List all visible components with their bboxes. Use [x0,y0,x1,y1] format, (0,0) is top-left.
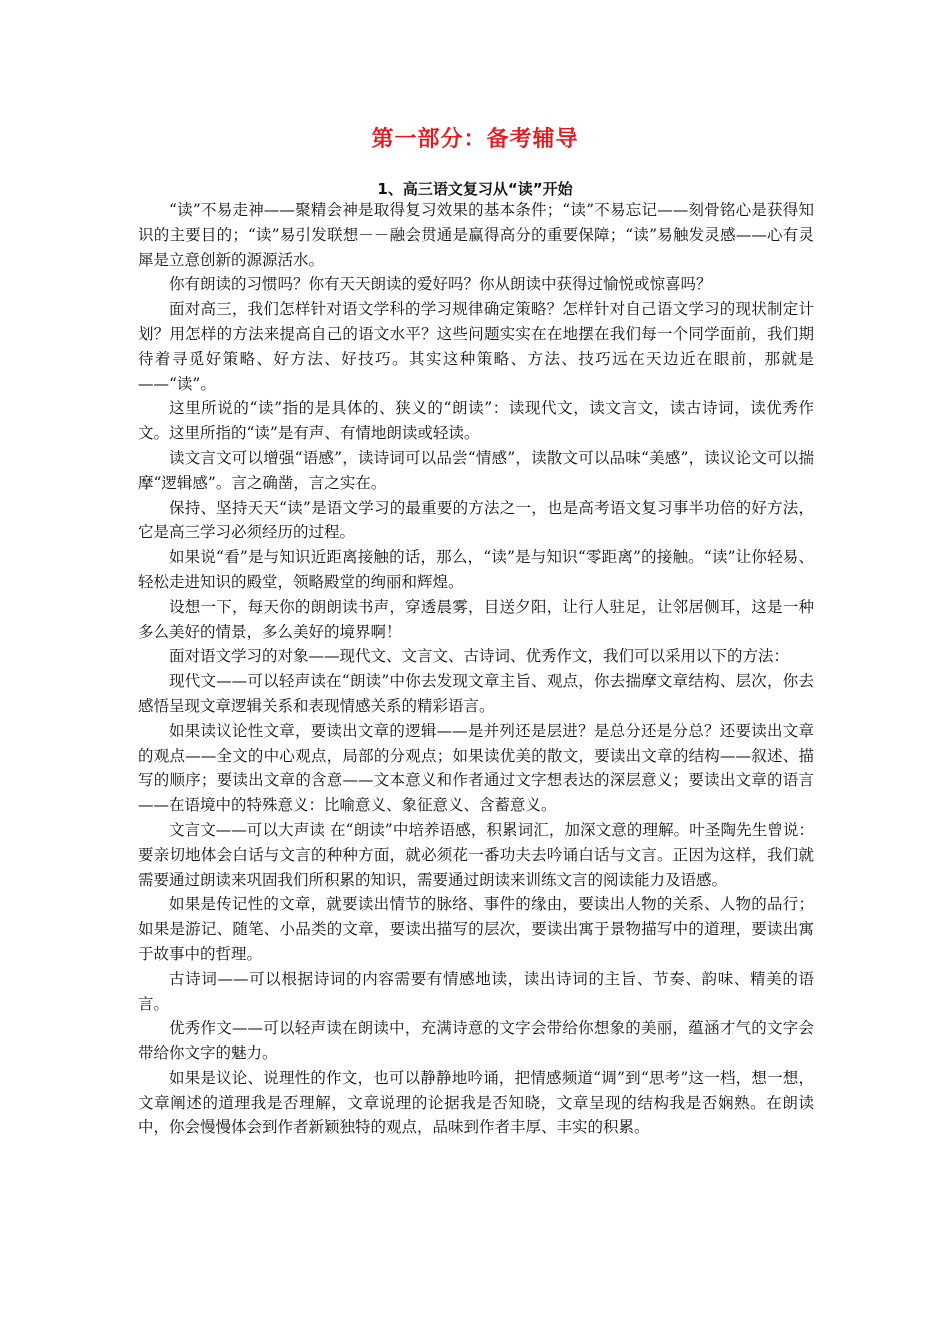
paragraph: 如果读议论性文章，要读出文章的逻辑——是并列还是层进？是总分还是分总？还要读出文章的观点——全文的中心观点，局部的分观点；如果读优美的散文，要读出文章的结构——叙述、描写的顺序；要读出文章的含意——文本意义和作者通过文字想表达的深层意义；要读出文章的语言——在语境中的特殊意义：比喻意义、象征意义、含蓄意义。 [138,721,814,815]
paragraph: 古诗词——可以根据诗词的内容需要有情感地读，读出诗词的主旨、节奏、韵味、精美的语言。 [138,969,814,1013]
paragraph: 文言文——可以大声读 在“朗读”中培养语感，积累词汇，加深文意的理解。叶圣陶先生曾说：要亲切地体会白话与文言的种种方面，就必须花一番功夫去吟诵白话与文言。正因为这样，我们就需要通过朗读来巩固我们所积累的知识，需要通过朗读来训练文言的阅读能力及语感。 [138,820,814,889]
paragraph: 如果是传记性的文章，就要读出情节的脉络、事件的缘由，要读出人物的关系、人物的品行；如果是游记、随笔、小品类的文章，要读出描写的层次，要读出寓于景物描写中的道理，要读出寓于故事中的哲理。 [138,895,814,963]
paragraph: 面对语文学习的对象——现代文、文言文、古诗词、优秀作文，我们可以采用以下的方法： [169,647,790,666]
paragraph: 优秀作文——可以轻声读在朗读中，充满诗意的文字会带给你想象的美丽，蕴涵才气的文字会带给你文字的魅力。 [138,1019,814,1063]
paragraph: 如果说“看”是与知识近距离接触的话，那么，“读”是与知识“零距离”的接触。“读”让你轻易、轻松走进知识的殿堂，领略殿堂的绚丽和辉煌。 [138,548,814,591]
section-title: 1、高三语文复习从“读”开始 [377,180,573,198]
paragraph: 这里所说的“读”指的是具体的、狭义的“朗读”：读现代文，读文言文，读古诗词，读优秀作文。这里所指的“读”是有声、有情地朗读或轻读。 [138,399,814,443]
paragraph: 如果是议论、说理性的作文，也可以静静地吟诵，把情感频道“调”到“思考”这一档，想一想，文章阐述的道理我是否理解，文章说理的论据我是否知晓，文章呈现的结构我是否娴熟。在朗读中，你会慢慢体会到作者新颖独特的观点，品味到作者丰厚、丰实的积累。 [138,1068,814,1137]
document-body [138,198,814,1140]
paragraph: 现代文——可以轻声读在“朗读”中你去发现文章主旨、观点，你去揣摩文章结构、层次，你去感悟呈现文章逻辑关系和表现情感关系的精彩语言。 [138,672,814,715]
paragraph: 读文言文可以增强“语感”，读诗词可以品尝“情感”，读散文可以品味“美感”，读议论文可以揣摩“逻辑感”。言之确凿，言之实在。 [138,448,814,492]
page-title: 第一部分：备考辅导 [371,127,579,152]
paragraph: 设想一下，每天你的朗朗读书声，穿透晨雾，目送夕阳，让行人驻足，让邻居侧耳，这是一种多么美好的情景，多么美好的境界啊！ [138,597,814,641]
paragraph: 面对高三，我们怎样针对语文学科的学习规律确定策略？怎样针对自己语文学习的现状制定计划？用怎样的方法来提高自己的语文水平？这些问题实实在在地摆在我们每一个同学面前，我们期待着寻觅好策略、好方法、好技巧。其实这种策略、方法、技巧远在天边近在眼前，那就是——“读”。 [138,300,814,393]
paragraph: “读”不易走神——聚精会神是取得复习效果的基本条件；“读”不易忘记——刻骨铭心是获得知识的主要目的；“读”易引发联想－－融会贯通是赢得高分的重要保障；“读”易触发灵感——心有灵犀是立意创新的源源活水。 [138,201,814,269]
paragraph: 你有朗读的习惯吗？你有天天朗读的爱好吗？你从朗读中获得过愉悦或惊喜吗？ [169,275,712,294]
paragraph: 保持、坚持天天“读”是语文学习的最重要的方法之一，也是高考语文复习事半功倍的好方法，它是高三学习必须经历的过程。 [138,498,814,542]
